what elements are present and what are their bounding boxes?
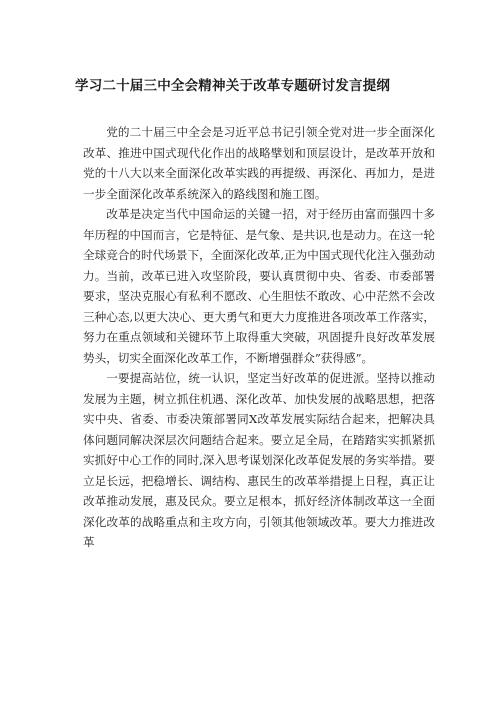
paragraph: 党的二十届三中全会是习近平总书记引领全党对进一步全面深化改革、推进中国式现代化作出的战略擘划和顶层设计，是改革开放和党的十八大以来全面深化改革实践的再提级、再深化、再加力，是进一步全面深化改革系统深入的路线图和施工图。	[83, 125, 435, 201]
document-body	[83, 122, 435, 553]
paragraph: 改革是决定当代中国命运的关键一招，对于经历由富而强四十多年历程的中国而言，它是特征、是气象、是共识,也是动力。在这一轮全球竞合的时代场景下，全面深化改革,正为中国式现代化注入强劲动力。当前，改革已进入攻坚阶段，要认真贯彻中央、省委、市委部署要求，坚决克服心有私利不愿改、心生胆怯不敢改、心中茫然不会改三种心态,以更大决心、更大勇气和更大力度推进各项改革工作落实，努力在重点领域和关键环节上取得重大突破，巩固提升良好改革发展势头，切实全面深化改革工作，不断增强群众”获得感”。	[83, 207, 435, 365]
paragraph: 一要提高站位，统一认识，坚定当好改革的促进派。坚持以推动发展为主题，树立抓住机遇、深化改革、加快发展的战略思想，把落实中央、省委、市委决策部署同X改革发展实际结合起来，把解决具体问题同解决深层次问题结合起来。要立足全局，在踏踏实实抓紧抓实抓好中心工作的同时,深入思考谋划深化改革促发展的务实举措。要立足长远，把稳增长、调结构、惠民生的改革举措提上日程，真正让改革推动发展，惠及民众。要立足根本，抓好经济体制改革这一全面深化改革的战略重点和主攻方向，引领其他领域改革。要大力推进改革	[83, 371, 435, 549]
document-title: 学习二十届三中全会精神关于改革专题研讨发言提纲	[75, 78, 391, 94]
